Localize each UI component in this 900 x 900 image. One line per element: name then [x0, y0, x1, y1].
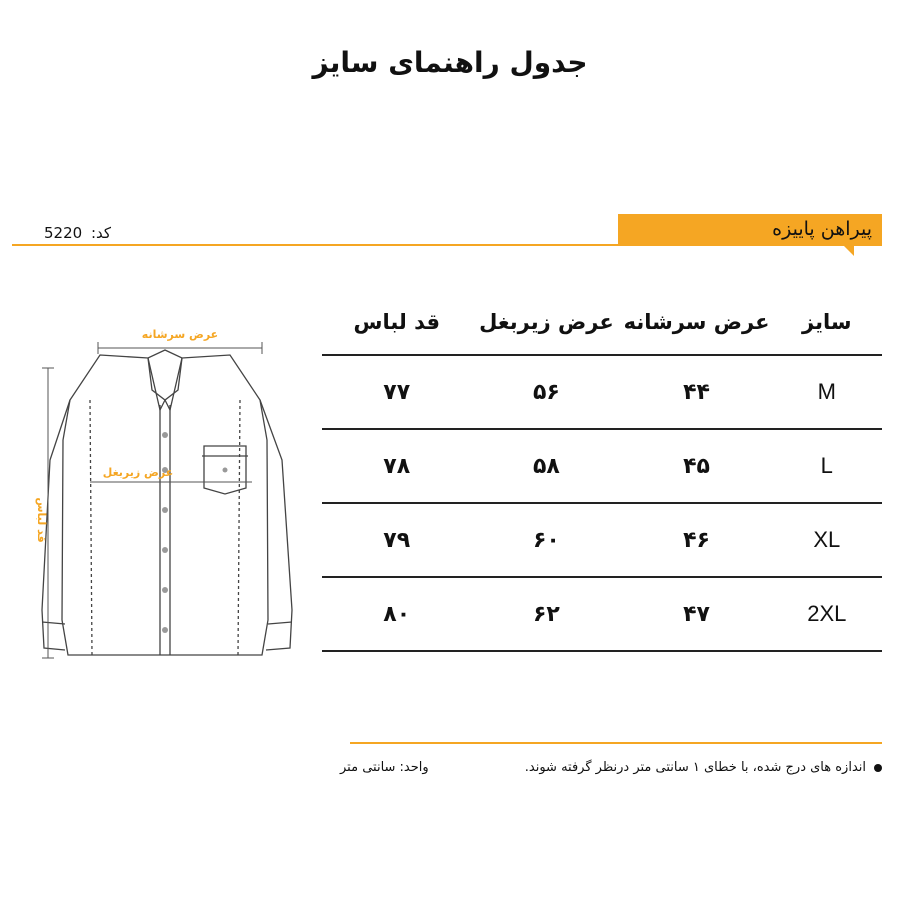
shoulder-cell: ۴۴: [621, 355, 771, 429]
length-label: قد لباس: [35, 497, 48, 543]
length-cell: ۷۷: [322, 355, 471, 429]
footer-note: [525, 760, 882, 775]
header-shoulder: عرض سرشانه: [621, 290, 771, 355]
size-cell: L: [772, 429, 882, 503]
footer-note-text: اندازه های درج شده، با خطای ۱ سانتی متر درنظر گرفته شوند.: [524, 760, 866, 775]
shirt-button: [162, 627, 168, 633]
tab-notch: [844, 246, 854, 256]
length-cell: ۷۹: [322, 503, 471, 577]
chest-cell: ۶۰: [471, 503, 621, 577]
header-size: سایز: [772, 290, 882, 355]
shirt-button: [162, 507, 168, 513]
chest-cell: ۵۶: [471, 355, 621, 429]
shoulder-cell: ۴۵: [621, 429, 771, 503]
shirt-button: [162, 547, 168, 553]
shoulder-cell: ۴۷: [621, 577, 771, 651]
shirt-button: [162, 432, 168, 438]
bullet-icon: [874, 764, 882, 772]
chest-label: عرض زیربغل: [102, 466, 174, 479]
table-header-row: [322, 290, 882, 355]
table-row: [322, 429, 882, 503]
pocket-button: [223, 468, 228, 473]
footer-divider: [350, 742, 882, 744]
product-name: پیراهن پاییزه: [772, 218, 872, 240]
size-cell: 2XL: [772, 577, 882, 651]
shoulder-cell: ۴۶: [621, 503, 771, 577]
shoulder-label: عرض سرشانه: [141, 328, 219, 341]
product-code-label: کد:: [90, 224, 112, 242]
size-cell: M: [772, 355, 882, 429]
product-code-value: 5220: [44, 224, 83, 242]
table-row: [322, 355, 882, 429]
table-row: [322, 577, 882, 651]
product-code: [44, 224, 111, 242]
shirt-button: [162, 587, 168, 593]
unit-label: واحد: سانتی متر: [340, 760, 429, 775]
shirt-diagram: [20, 310, 320, 670]
table-row: [322, 503, 882, 577]
chest-cell: ۵۸: [471, 429, 621, 503]
length-cell: ۸۰: [322, 577, 471, 651]
chest-cell: ۶۲: [471, 577, 621, 651]
length-cell: ۷۸: [322, 429, 471, 503]
size-table: [322, 290, 882, 652]
header-chest: عرض زیربغل: [471, 290, 621, 355]
product-name-tab: [618, 214, 882, 246]
page-title: جدول راهنمای سایز: [312, 46, 588, 79]
size-cell: XL: [772, 503, 882, 577]
header-length: قد لباس: [322, 290, 471, 355]
